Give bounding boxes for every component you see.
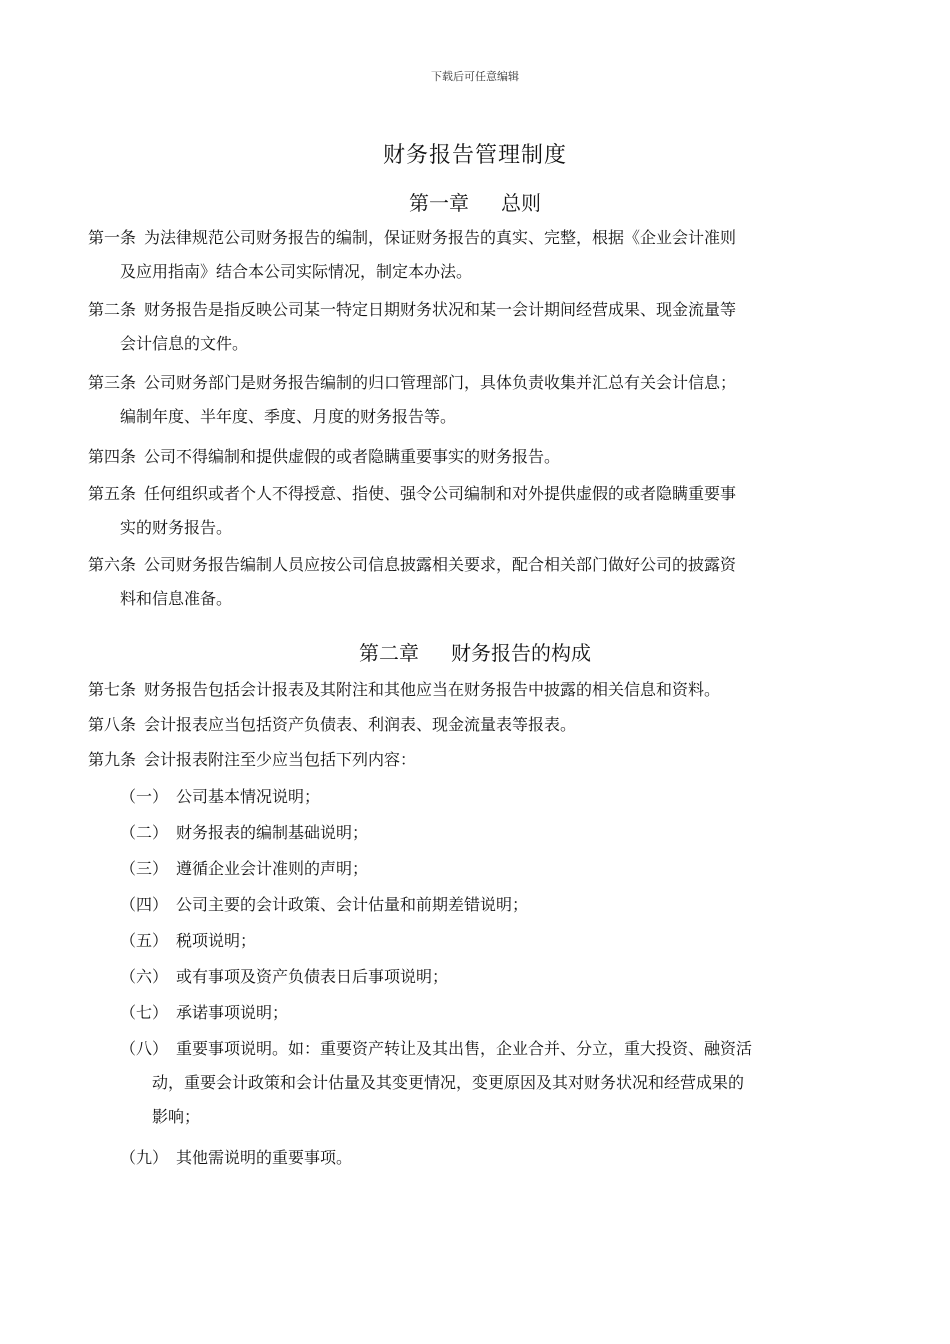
item-number: （九）	[120, 1148, 169, 1167]
list-item	[120, 852, 866, 886]
item-text: 其他需说明的重要事项。	[176, 1148, 353, 1167]
article-label: 第一条	[88, 228, 137, 247]
chapter-heading	[0, 637, 950, 666]
item-number: （七）	[120, 1003, 169, 1022]
item-text: 公司基本情况说明；	[176, 787, 321, 806]
item-number: （八）	[120, 1039, 169, 1058]
article-label: 第七条	[88, 680, 137, 699]
article	[88, 673, 866, 707]
article-label: 第三条	[88, 373, 137, 392]
article-text: 公司不得编制和提供虚假的或者隐瞒重要事实的财务报告。	[144, 447, 561, 466]
item-number: （五）	[120, 931, 169, 950]
article-text-cont: 及应用指南》结合本公司实际情况，制定本办法。	[120, 262, 473, 281]
list-item	[120, 888, 866, 922]
item-text: 遵循企业会计准则的声明；	[176, 859, 369, 878]
article-text: 公司财务报告编制人员应按公司信息披露相关要求，配合相关部门做好公司的披露资	[144, 555, 737, 574]
list-item	[120, 780, 866, 814]
article	[88, 708, 866, 742]
item-number: （三）	[120, 859, 169, 878]
article-label: 第六条	[88, 555, 137, 574]
article-label: 第五条	[88, 484, 137, 503]
article	[88, 440, 866, 474]
article-label: 第二条	[88, 300, 137, 319]
article-text: 为法律规范公司财务报告的编制，保证财务报告的真实、完整，根据《企业会计准则	[144, 228, 737, 247]
list-item	[120, 816, 866, 850]
list-item	[120, 1032, 866, 1134]
list-item	[120, 924, 866, 958]
item-number: （二）	[120, 823, 169, 842]
article	[88, 548, 866, 616]
article-text: 会计报表应当包括资产负债表、利润表、现金流量表等报表。	[144, 715, 577, 734]
list-item	[120, 960, 866, 994]
chapter-name: 总则	[501, 191, 541, 215]
chapter-name: 财务报告的构成	[451, 641, 591, 665]
header-note: 下载后可任意编辑	[431, 70, 519, 83]
item-text: 财务报表的编制基础说明；	[176, 823, 369, 842]
list-item	[120, 1141, 866, 1175]
article-text-cont: 料和信息准备。	[120, 589, 233, 608]
document-title: 财务报告管理制度	[382, 143, 567, 168]
article-text: 任何组织或者个人不得授意、指使、强令公司编制和对外提供虚假的或者隐瞒重要事	[144, 484, 737, 503]
article	[88, 743, 866, 777]
item-text-cont: 动，重要会计政策和会计估量及其变更情况，变更原因及其对财务状况和经营成果的	[152, 1073, 745, 1092]
chapter-label: 第二章	[359, 641, 419, 665]
article-text: 财务报告包括会计报表及其附注和其他应当在财务报告中披露的相关信息和资料。	[144, 680, 721, 699]
chapter-heading	[0, 187, 950, 216]
list-item	[120, 996, 866, 1030]
item-number: （一）	[120, 787, 169, 806]
article-text-cont: 实的财务报告。	[120, 518, 233, 537]
article-text: 会计报表附注至少应当包括下列内容：	[144, 750, 417, 769]
article-text-cont: 编制年度、半年度、季度、月度的财务报告等。	[120, 407, 457, 426]
chapter-label: 第一章	[409, 191, 469, 215]
article	[88, 477, 866, 545]
article-text: 财务报告是指反映公司某一特定日期财务状况和某一会计期间经营成果、现金流量等	[144, 300, 737, 319]
item-number: （六）	[120, 967, 169, 986]
item-text: 公司主要的会计政策、会计估量和前期差错说明；	[176, 895, 529, 914]
article-label: 第四条	[88, 447, 137, 466]
item-text: 重要事项说明。如：重要资产转让及其出售，企业合并、分立，重大投资、融资活	[176, 1039, 753, 1058]
item-text-cont: 影响；	[152, 1107, 201, 1126]
item-text: 承诺事项说明；	[176, 1003, 289, 1022]
article-label: 第八条	[88, 715, 137, 734]
article	[88, 366, 866, 434]
article-text-cont: 会计信息的文件。	[120, 334, 249, 353]
item-text: 或有事项及资产负债表日后事项说明；	[176, 967, 449, 986]
article-text: 公司财务部门是财务报告编制的归口管理部门，具体负责收集并汇总有关会计信息；	[144, 373, 737, 392]
item-number: （四）	[120, 895, 169, 914]
article	[88, 293, 866, 361]
article-label: 第九条	[88, 750, 137, 769]
article	[88, 221, 866, 289]
item-text: 税项说明；	[176, 931, 257, 950]
